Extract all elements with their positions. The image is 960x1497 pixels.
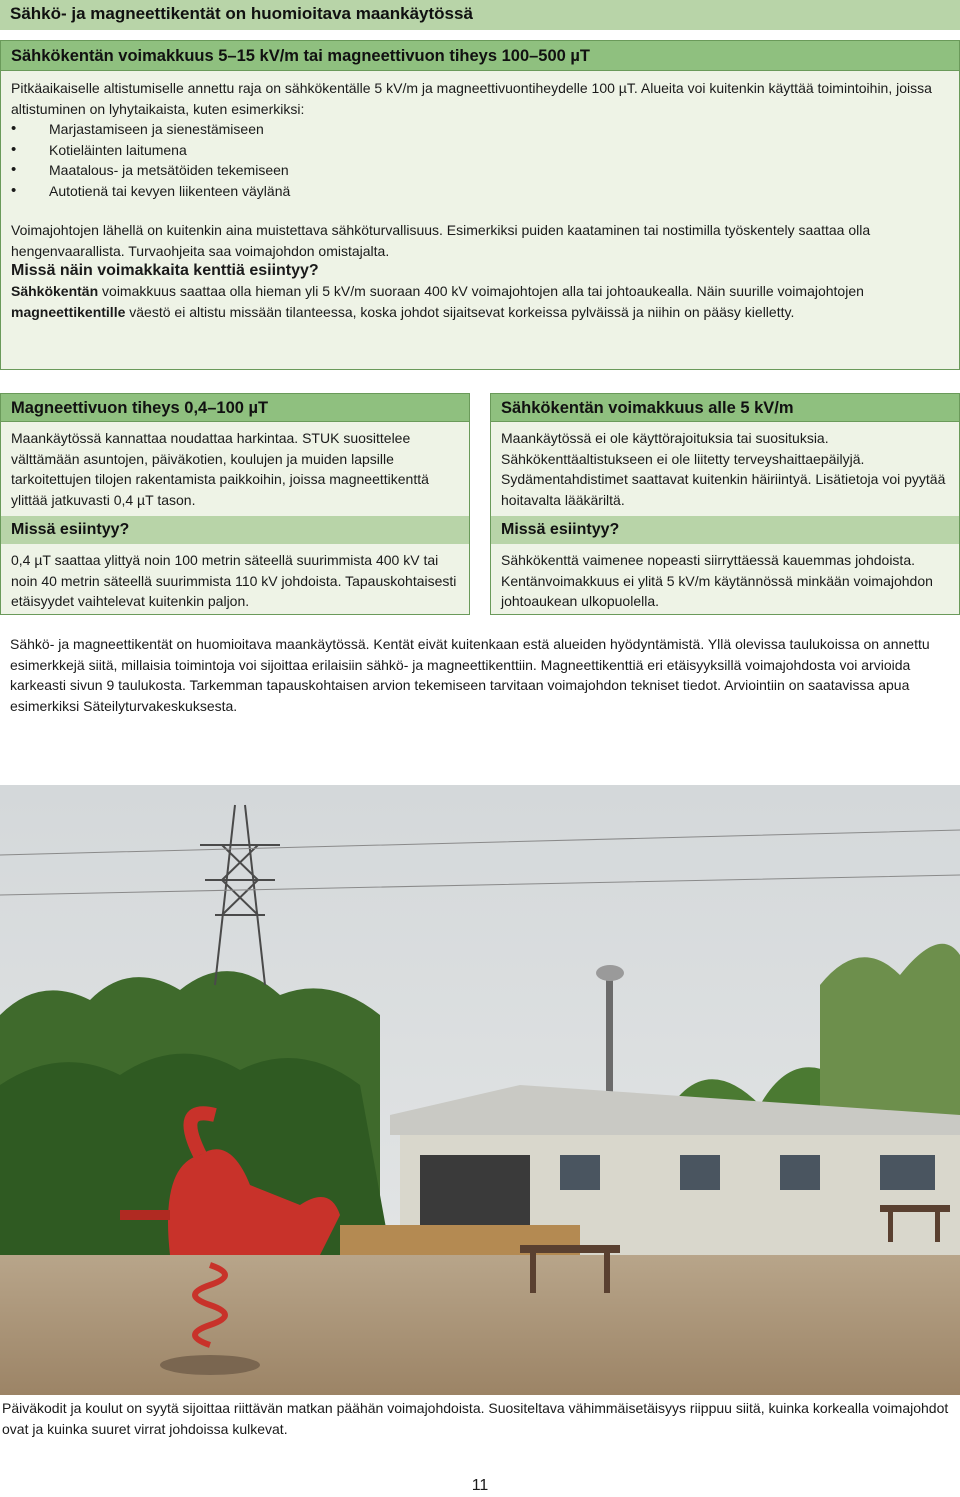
answer-text: väestö ei altistu missään tilanteessa, koska johdot sijaitsevat korkeissa pylväissä ja niihin on pääsy kielletty. bbox=[125, 303, 795, 320]
electric-box-answer: Sähkökenttä vaimenee nopeasti siirryttäessä kauemmas johdoista. Kentänvoimakkuus ei ylitä 5 kV/m käytännössä minkään voimajohdon johtoaukean ulkopuolella. bbox=[501, 552, 933, 609]
photo-caption: Päiväkodit ja koulut on syytä sijoittaa riittävän matkan päähän voimajohdoista. Suositeltava vähimmäisetäisyys riippuu siitä, kuinka korkealla voimajohdot ovat ja kuinka suuret virrat johdoissa kulkevat. bbox=[2, 1400, 949, 1437]
electric-box-header bbox=[491, 394, 959, 422]
magnetic-box-answer: 0,4 µT saattaa ylittyä noin 100 metrin säteellä suurimmista 400 kV tai noin 40 metrin säteellä suurimmista 110 kV johdoista. Tapauskohtaisesti etäisyydet vaihtelevat kuitenkin paljon. bbox=[11, 552, 457, 609]
building-window bbox=[880, 1155, 935, 1190]
electric-box-subheading: Missä esiintyy? bbox=[501, 521, 620, 538]
list-item: • Marjastamiseen ja sienestämiseen bbox=[11, 119, 949, 140]
magnetic-box-body: Maankäytössä kannattaa noudattaa harkintaa. STUK suosittelee välttämään asuntojen, päiväkotien, koulujen ja muiden lapsille tarkoitettujen tilojen rakentamista paikkoihin, joissa magneettikenttä ylittää jatkuvasti 0,4 µT tason. bbox=[11, 430, 429, 508]
daycare-photo bbox=[0, 785, 960, 1395]
main-box-header bbox=[1, 41, 959, 71]
magnetic-field-box bbox=[0, 393, 470, 615]
main-box-note: Voimajohtojen lähellä on kuitenkin aina muistettava sähköturvallisuus. Esimerkiksi puiden kaataminen tai nostimilla työskentely saattaa olla hengenvaarallista. Turvaohjeita saa voimajohdon omistajalta. bbox=[11, 222, 871, 259]
building-window bbox=[780, 1155, 820, 1190]
main-box-body bbox=[1, 71, 959, 322]
main-box-intro: Pitkäaikaiselle altistumiselle annettu raja on sähkökentälle 5 kV/m ja magneettivuontiheydelle 100 µT. Alueita voi kuitenkin käyttää toimintoihin, joissa altistuminen on lyhytaikaista, kuten esimerkiksi: bbox=[11, 80, 932, 117]
magnetic-box-header bbox=[1, 394, 469, 422]
magnetic-box-subheader bbox=[1, 516, 469, 544]
list-item: • Maatalous- ja metsätöiden tekemiseen bbox=[11, 160, 949, 181]
electric-field-box bbox=[490, 393, 960, 615]
magnetic-box-heading: Magneettivuon tiheys 0,4–100 µT bbox=[11, 399, 269, 417]
list-item: • Autotienä tai kevyen liikenteen väylänä bbox=[11, 181, 949, 202]
answer-bold-term: Sähkökentän bbox=[11, 283, 99, 299]
magnetic-box-subheading: Missä esiintyy? bbox=[11, 521, 130, 538]
main-info-box bbox=[0, 40, 960, 370]
electric-box-subheader bbox=[491, 516, 959, 544]
page-number: 11 bbox=[471, 1477, 489, 1494]
electric-box-heading: Sähkökentän voimakkuus alle 5 kV/m bbox=[501, 399, 794, 417]
main-box-answer bbox=[11, 281, 949, 322]
page-title: Sähkö- ja magneettikentät on huomioitava maankäytössä bbox=[10, 4, 473, 23]
lamp-head bbox=[596, 965, 624, 981]
building-window bbox=[680, 1155, 720, 1190]
answer-bold-term: magneettikentille bbox=[11, 303, 126, 320]
main-box-subheading: Missä näin voimakkaita kenttiä esiintyy? bbox=[11, 262, 319, 279]
building-window bbox=[560, 1155, 600, 1190]
list-item: • Kotieläinten laitumena bbox=[11, 140, 949, 161]
activity-list bbox=[11, 119, 949, 201]
sandy-ground bbox=[0, 1255, 960, 1395]
spacer bbox=[11, 201, 949, 220]
summary-paragraph: Sähkö- ja magneettikentät on huomioitava maankäytössä. Kentät eivät kuitenkaan estä alueiden hyödyntämistä. Yllä olevissa taulukoissa on annettu esimerkkejä siitä, millaisia toimintoja voi sijoittaa erilaisiin sähkö- ja magneettikenttiin. Magneettikenttiä eri etäisyyksillä voimajohdosta voi arvioida karkeasti sivun 9 taulukosta. Tarkemman tapauskohtaisen arvion tekemiseen tarvitaan voimajohdon tekniset tiedot. Arviointiin on saatavissa apua esimerkiksi Säteilyturvakeskuksesta. bbox=[10, 636, 930, 714]
answer-text: voimakkuus saattaa olla hieman yli 5 kV/m suoraan 400 kV voimajohtojen alla tai johtoaukealla. Näin suurille voimajohtojen bbox=[98, 283, 864, 299]
main-box-heading: Sähkökentän voimakkuus 5–15 kV/m tai magneettivuon tiheys 100–500 µT bbox=[11, 47, 590, 65]
electric-box-body: Maankäytössä ei ole käyttörajoituksia tai suosituksia. Sähkökenttäaltistukseen ei ole liitetty terveyshaittaepäilyjä. Sydämentahdistimet saattavat kuitenkin häiriintyä. Lisätietoja voi pyytää hoitavalta lääkäriltä. bbox=[501, 430, 946, 508]
daycare-photo-illustration bbox=[0, 785, 960, 1395]
page-title-bar bbox=[0, 0, 960, 30]
